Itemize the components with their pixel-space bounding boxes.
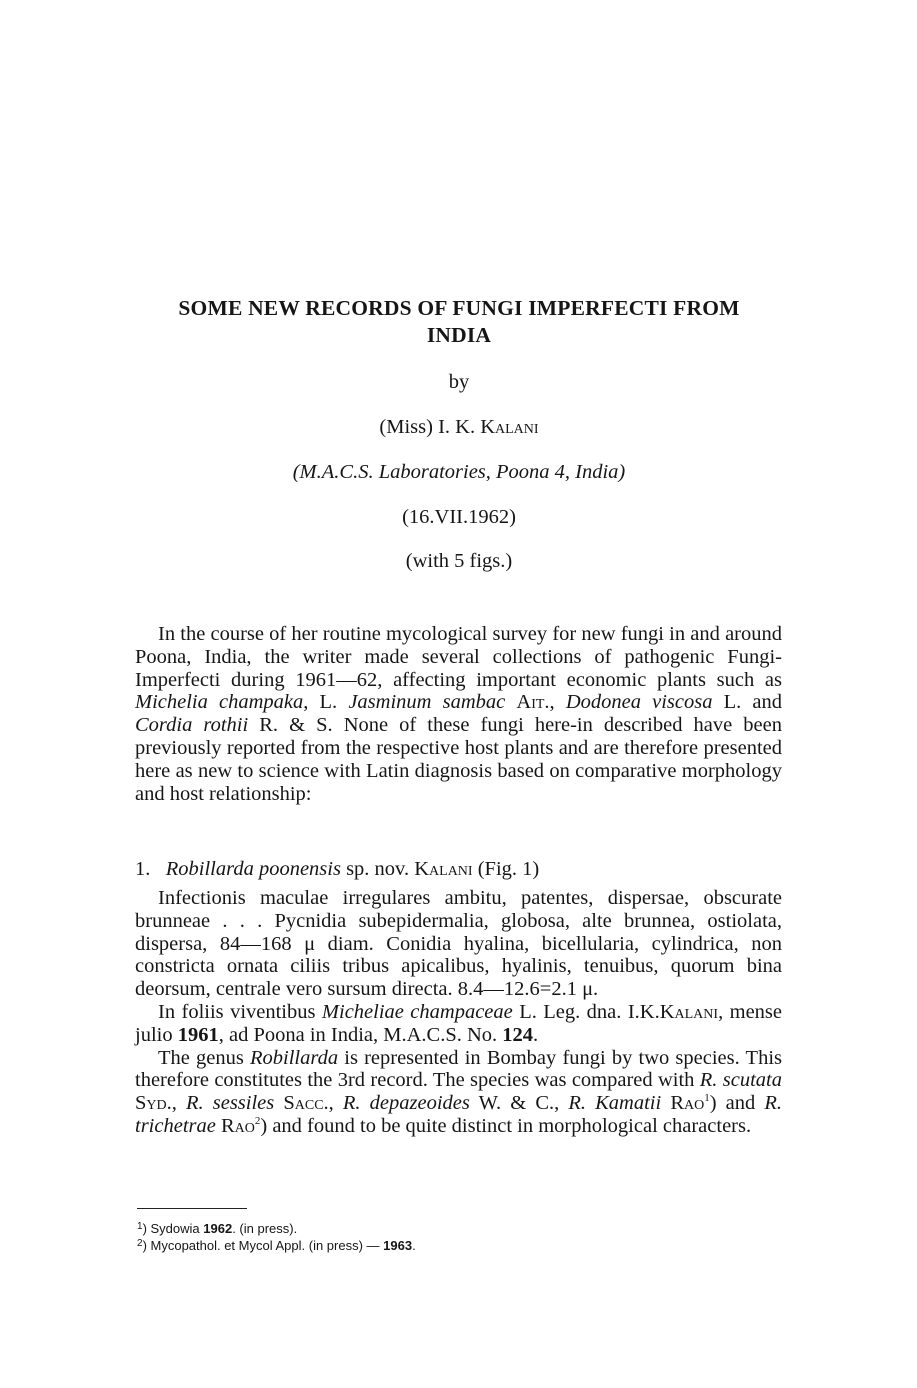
footnote-divider [137,1208,247,1209]
footnote-2 [137,1238,416,1254]
footnote-mark-2: 2 [137,1238,143,1249]
intro-text-5: R. & S. None of these fungi here-in described have been previously reported from the respective host plants and are therefore presented here as new to science with Latin diagnosis based on comparative morphology and host relationship: [135,714,782,805]
habitat-text-3: , mense julio [135,1000,782,1046]
discussion-text-3: , [171,1092,186,1115]
date-line: (16.VII.1962) [402,506,516,528]
species-scutata: R. scutata [699,1069,782,1092]
species-kamatii: R. Kamatii [568,1092,662,1115]
species-heading [135,857,782,881]
author-rao-2: Rao [220,1114,255,1137]
intro-text-3: , [549,691,566,714]
discussion-paragraph [135,1047,782,1138]
author-prefix: (Miss) I. K. [379,416,481,438]
collection-year: 1961 [177,1023,219,1046]
footnote-1 [137,1221,297,1237]
footnote-mark-1: 1 [137,1221,143,1232]
accession-number: 124 [502,1023,534,1046]
species-depazeoides: R. depazeoides [342,1092,470,1115]
habitat-text-5: . [533,1023,539,1046]
discussion-text-1: The genus [158,1046,251,1069]
footnote-2-year: 1963 [383,1238,413,1253]
species-description [135,887,782,1138]
species-sessiles: R. sessiles [185,1092,275,1115]
discussion-text-2: is represented in Bombay fungi by two species. This therefore constitutes the 3rd record. The species was compared with [135,1046,782,1092]
affiliation: (M.A.C.S. Laboratories, Poona 4, India) [292,461,626,483]
footnote-2-text: ) Mycopathol. et Mycol Appl. (in press) — [142,1238,384,1253]
author-sacc: Sacc. [283,1092,329,1115]
host-michelia: Michelia champaka [135,691,304,714]
author-syd: Syd. [135,1092,172,1115]
footnote-1-year: 1962 [203,1221,233,1236]
author-line [135,414,783,440]
species-trichetrae: R. trichetrae [135,1092,783,1137]
footnote-1-rest: . (in press). [232,1221,298,1236]
species-status: sp. nov. [346,858,410,880]
species-name: Robillarda poonensis [165,858,341,880]
title-line-1: SOME NEW RECORDS OF FUNGI IMPERFECTI FROM [178,296,740,320]
host-jasminum: Jasminum sambac [348,691,506,714]
author-ait: Ait. [516,691,550,714]
species-fig-ref: (Fig. 1) [477,858,540,880]
discussion-text-4: , [328,1092,343,1115]
host-michelia-latin: Micheliae champaceae [321,1000,513,1023]
intro-text-1: In the course of her routine mycological survey for new fungi in and around Poona, India, the writer made several collections of pathogenic Fungi-Imperfecti during 1961—62, affecting important economic plants such as [135,623,782,691]
figs-line: (with 5 figs.) [405,550,513,572]
discussion-text-6: ) and [709,1092,765,1115]
intro-text-4: L. and [712,691,783,714]
host-cordia: Cordia rothii [135,714,249,737]
intro-paragraph [135,623,782,805]
species-number: 1. [135,858,151,880]
species-author: Kalani [414,858,473,880]
habitat-text-4: , ad Poona in India, M.A.C.S. No. [218,1023,503,1046]
host-dodonea: Dodonea viscosa [565,691,713,714]
genus-robillarda: Robillarda [250,1046,339,1069]
footnote-2-rest: . [412,1238,416,1253]
discussion-text-7: ) and found to be quite distinct in morphological characters. [260,1114,752,1137]
footnote-ref-2[interactable]: 2 [254,1115,261,1128]
author-surname: Kalani [480,416,539,438]
discussion-text-5: W. & C., [469,1092,569,1115]
habitat-text-1: In foliis viventibus [158,1000,322,1023]
author-rao-1: Rao [670,1092,705,1115]
paper-title [135,295,783,349]
habitat-text-2: L. Leg. dna. I.K. [512,1000,660,1023]
footnote-1-text: ) Sydowia [142,1221,204,1236]
title-line-2: INDIA [426,323,492,347]
habitat-paragraph [135,1001,782,1047]
by-line: by [448,371,470,393]
footnote-ref-1[interactable]: 1 [704,1092,710,1105]
latin-diagnosis: Infectionis maculae irregulares ambitu, patentes, dispersae, obscurate brunneae . . . Pycnidia subepidermalia, globosa, alte brunnea, ostiolata, dispersa, 84—168 μ diam. Conidia hyalina, bicellularia, cylindrica, non constricta ornata ciliis tribus apicalibus, hyalinis, tenuibus, quorum bina deorsum, centrale vero sursum directa. 8.4—12.6=2.1 μ. [135,887,782,1001]
collector-name: Kalani [659,1000,719,1023]
intro-text-2: , L. [303,691,349,714]
